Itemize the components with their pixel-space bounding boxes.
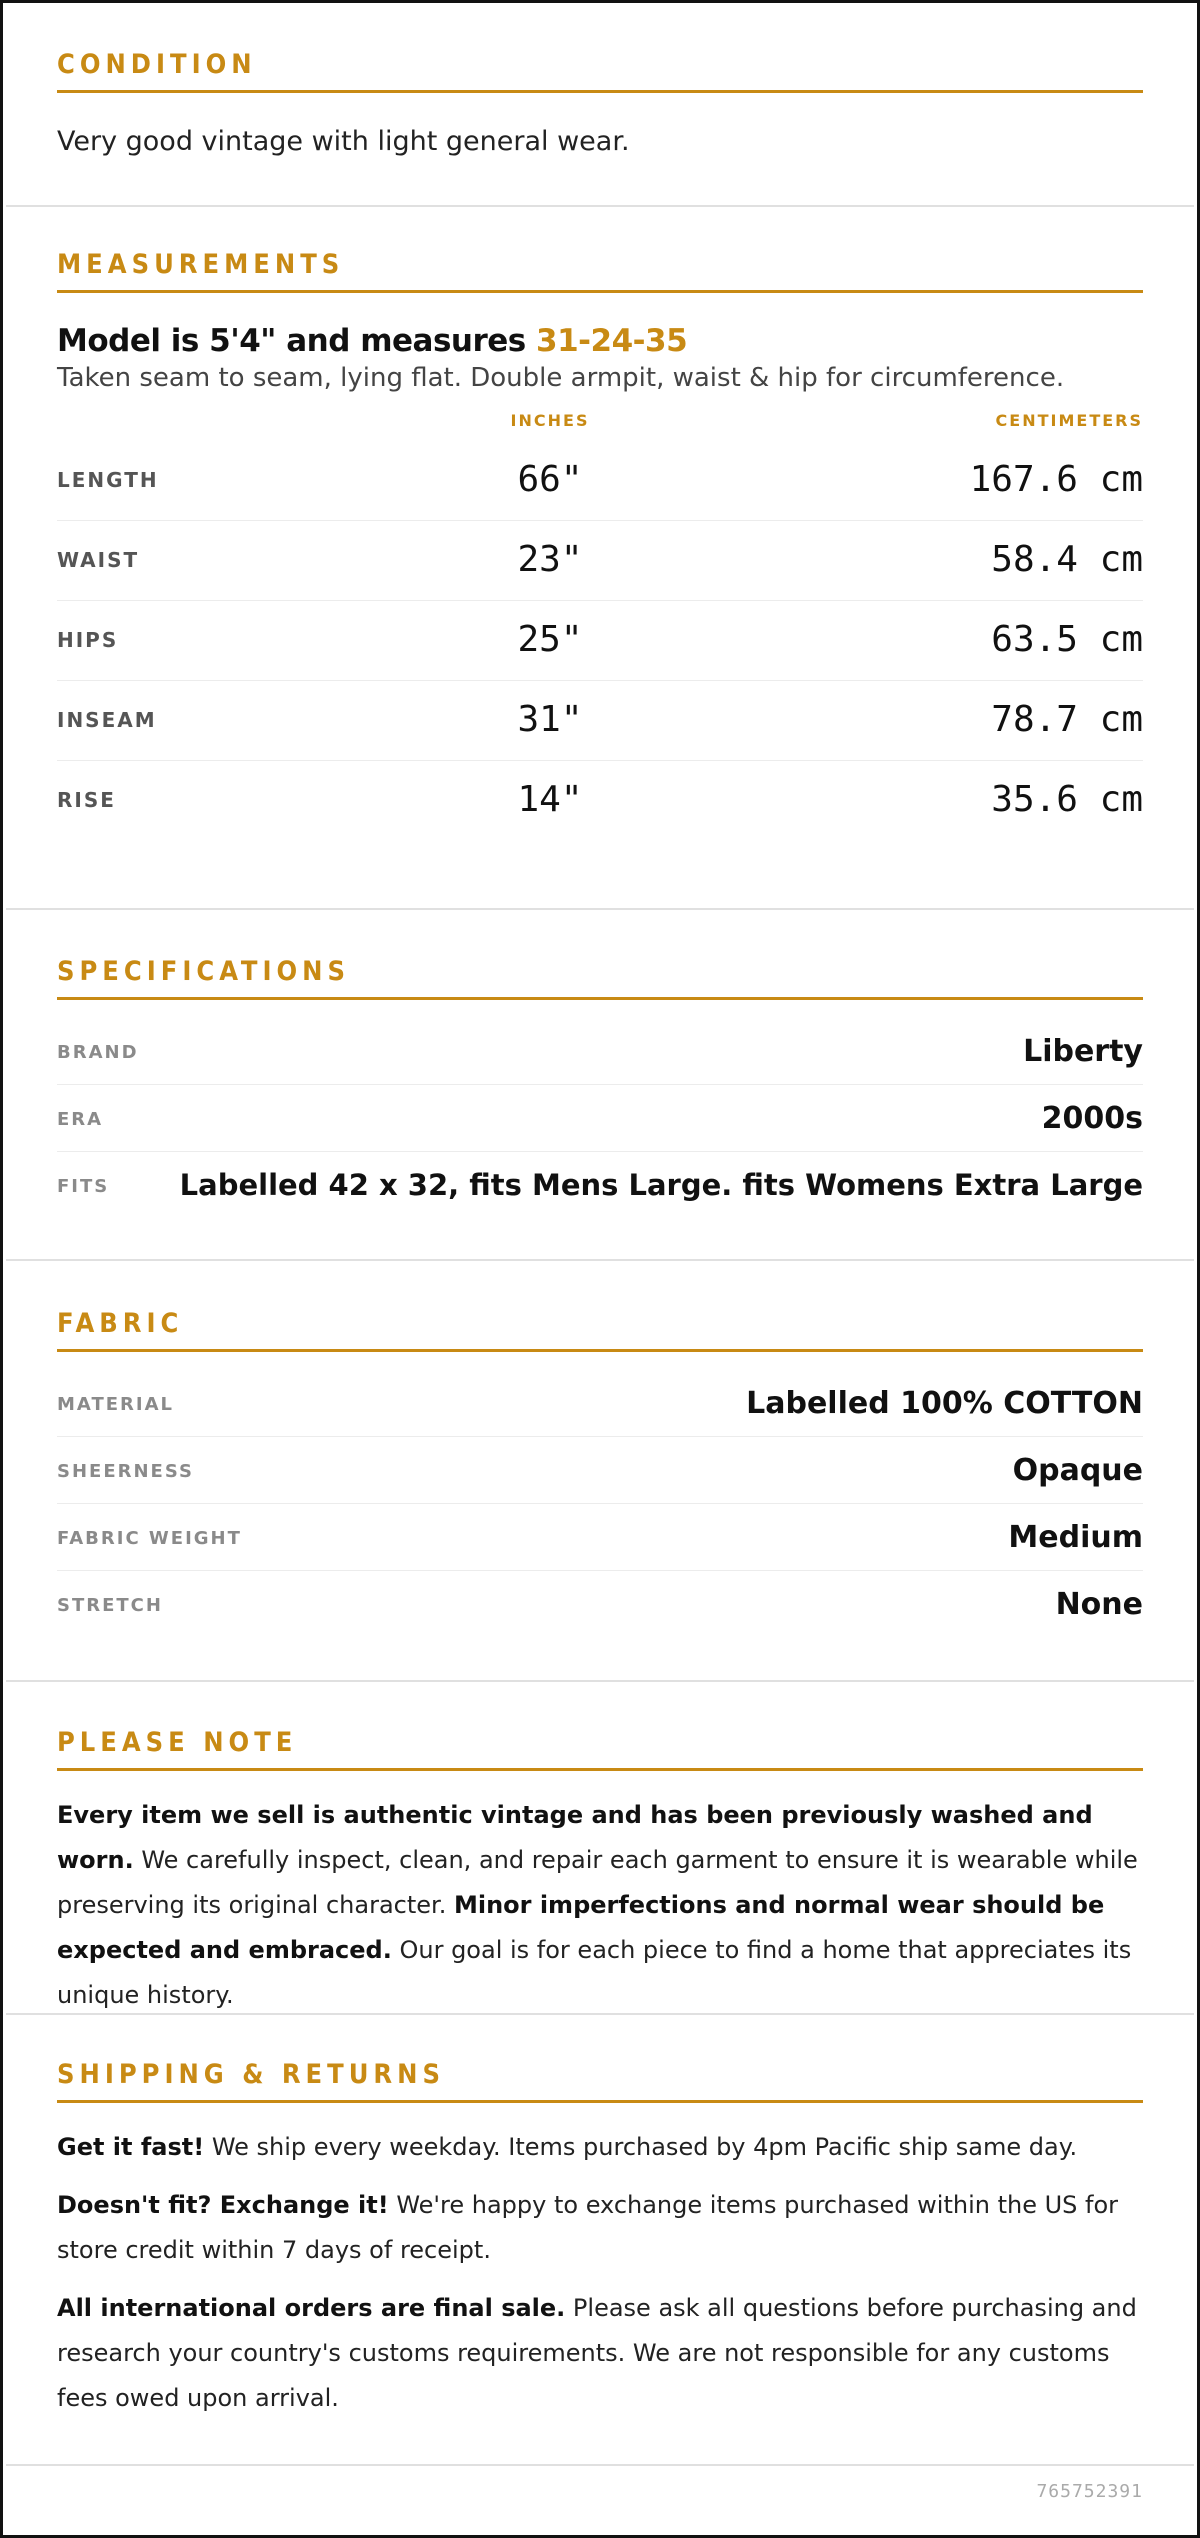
international-paragraph bbox=[57, 2286, 1143, 2421]
measurement-cm: 78.7 cm bbox=[991, 699, 1143, 740]
specifications-section bbox=[6, 954, 1194, 1261]
please-note-text bbox=[57, 1793, 1143, 2018]
shipping-paragraph bbox=[57, 2125, 1143, 2170]
spec-value: Labelled 42 x 32, fits Mens Large. fits Womens Extra Large bbox=[179, 1168, 1143, 1202]
column-centimeters: CENTIMETERS bbox=[995, 411, 1143, 430]
fabric-label: MATERIAL bbox=[57, 1394, 174, 1415]
fabric-label: SHEERNESS bbox=[57, 1461, 194, 1482]
fabric-section bbox=[6, 1306, 1194, 1682]
shipping-bold: Get it fast! bbox=[57, 2133, 205, 2161]
fabric-row bbox=[57, 1437, 1143, 1504]
fabric-row bbox=[57, 1504, 1143, 1571]
spec-label: ERA bbox=[57, 1109, 104, 1130]
exchange-detail: We're happy to exchange items purchased within the US for store credit within 7 days of receipt. bbox=[57, 2191, 1119, 2264]
fabric-value: None bbox=[1055, 1587, 1143, 1622]
model-measures-value: 31-24-35 bbox=[536, 323, 688, 359]
column-inches: INCHES bbox=[510, 411, 590, 430]
measurements-note: Taken seam to seam, lying flat. Double armpit, waist & hip for circumference. bbox=[57, 363, 1065, 393]
spec-value: Liberty bbox=[1023, 1034, 1143, 1069]
measurement-inches: 23" bbox=[517, 539, 583, 580]
measurement-cm: 35.6 cm bbox=[991, 779, 1143, 820]
measurement-row bbox=[57, 681, 1143, 761]
shipping-text bbox=[57, 2125, 1143, 2421]
spec-row bbox=[57, 1152, 1143, 1219]
please-note-section bbox=[6, 1725, 1194, 2015]
condition-section bbox=[6, 47, 1194, 207]
please-note-text-2: Our goal is for each piece to find a home that appreciates its unique history. bbox=[57, 1936, 1132, 2009]
measurement-label: INSEAM bbox=[57, 708, 157, 732]
fabric-label: FABRIC WEIGHT bbox=[57, 1528, 242, 1549]
measurement-cm: 167.6 cm bbox=[969, 459, 1143, 500]
specifications-heading: SPECIFICATIONS bbox=[57, 954, 1143, 1000]
measurement-cm: 63.5 cm bbox=[991, 619, 1143, 660]
shipping-returns-section bbox=[6, 2057, 1194, 2466]
model-prefix: Model is 5'4" and measures bbox=[57, 323, 526, 359]
measurement-cm: 58.4 cm bbox=[991, 539, 1143, 580]
fabric-value: Labelled 100% COTTON bbox=[746, 1386, 1143, 1421]
please-note-heading: PLEASE NOTE bbox=[57, 1725, 1143, 1771]
spec-value: 2000s bbox=[1041, 1101, 1143, 1136]
fabric-label: STRETCH bbox=[57, 1595, 163, 1616]
measurement-row bbox=[57, 521, 1143, 601]
spec-row bbox=[57, 1018, 1143, 1085]
measurement-label: HIPS bbox=[57, 628, 119, 652]
measurement-label: RISE bbox=[57, 788, 116, 812]
measurement-label: LENGTH bbox=[57, 468, 159, 492]
spec-label: FITS bbox=[57, 1176, 110, 1197]
international-bold: All international orders are final sale. bbox=[57, 2294, 566, 2322]
exchange-paragraph bbox=[57, 2183, 1143, 2273]
measurement-inches: 31" bbox=[517, 699, 583, 740]
fabric-value: Opaque bbox=[1012, 1453, 1143, 1488]
shipping-heading: SHIPPING & RETURNS bbox=[57, 2057, 1143, 2103]
product-sku: 765752391 bbox=[1036, 2481, 1143, 2502]
international-detail: Please ask all questions before purchasing and research your country's customs requirements. We are not responsible for any customs fees owed upon arrival. bbox=[57, 2294, 1137, 2412]
measurement-label: WAIST bbox=[57, 548, 140, 572]
please-note-text-1: We carefully inspect, clean, and repair each garment to ensure it is wearable while preserving its original character. bbox=[57, 1846, 1138, 1919]
measurements-column-headers bbox=[57, 403, 1143, 441]
measurement-inches: 25" bbox=[517, 619, 583, 660]
measurement-inches: 66" bbox=[517, 459, 583, 500]
fabric-value: Medium bbox=[1008, 1520, 1143, 1555]
fabric-heading: FABRIC bbox=[57, 1306, 1143, 1352]
measurement-inches: 14" bbox=[517, 779, 583, 820]
fabric-row bbox=[57, 1571, 1143, 1638]
condition-heading: CONDITION bbox=[57, 47, 1143, 93]
model-measures-line bbox=[57, 323, 1143, 359]
measurement-row bbox=[57, 601, 1143, 681]
shipping-detail: We ship every weekday. Items purchased by 4pm Pacific ship same day. bbox=[204, 2133, 1078, 2161]
spec-label: BRAND bbox=[57, 1042, 139, 1063]
measurements-heading: MEASUREMENTS bbox=[57, 247, 1143, 293]
condition-text: Very good vintage with light general wear. bbox=[57, 126, 630, 157]
exchange-bold: Doesn't fit? Exchange it! bbox=[57, 2191, 389, 2219]
spec-row bbox=[57, 1085, 1143, 1152]
please-note-bold-1: Every item we sell is authentic vintage and has been previously washed and worn. bbox=[57, 1801, 1093, 1874]
measurement-row bbox=[57, 761, 1143, 841]
fabric-row bbox=[57, 1370, 1143, 1437]
measurement-row bbox=[57, 441, 1143, 521]
measurements-section bbox=[6, 247, 1194, 910]
please-note-bold-2: Minor imperfections and normal wear should be expected and embraced. bbox=[57, 1891, 1105, 1964]
